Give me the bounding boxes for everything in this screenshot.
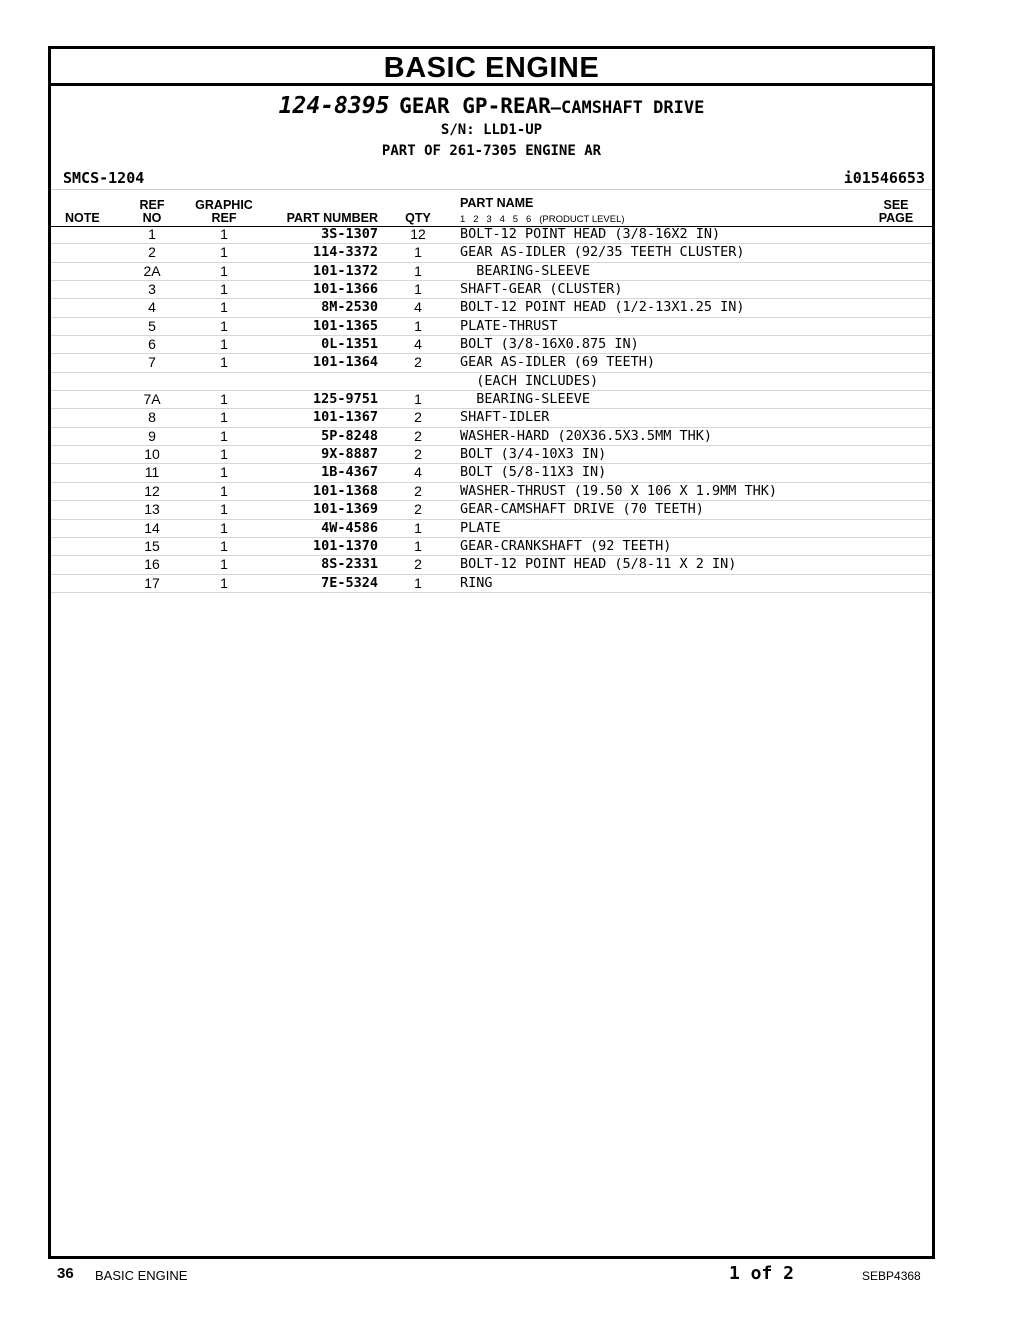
qty-cell: 1 bbox=[414, 574, 422, 591]
header-graphic-bottom: REF bbox=[211, 211, 237, 225]
part-number-cell: 101-1366 bbox=[312, 281, 378, 298]
graphic-ref-cell: 1 bbox=[220, 281, 228, 298]
table-row bbox=[51, 446, 932, 464]
graphic-ref-cell: 1 bbox=[220, 244, 228, 261]
graphic-ref-cell: 1 bbox=[220, 354, 228, 371]
part-name-cell: BOLT-12 POINT HEAD (1/2-13X1.25 IN) bbox=[460, 299, 745, 316]
header-note: NOTE bbox=[65, 211, 100, 225]
header-part-name: PART NAME bbox=[460, 196, 534, 210]
table-row bbox=[51, 336, 932, 354]
serial-number: S/N: LLD1-UP bbox=[440, 122, 543, 138]
part-number-cell: 4W-4586 bbox=[321, 519, 378, 536]
part-number-cell: 0L-1351 bbox=[321, 336, 378, 353]
graphic-ref-cell: 1 bbox=[220, 336, 228, 353]
qty-cell: 4 bbox=[414, 336, 422, 353]
ref-no-cell: 10 bbox=[144, 446, 160, 463]
smcs-code: SMCS-1204 bbox=[63, 169, 145, 187]
header-graphic-top: GRAPHIC bbox=[195, 198, 253, 212]
table-row bbox=[51, 318, 932, 336]
header-ref-bottom: NO bbox=[142, 211, 162, 225]
part-name-cell: GEAR AS-IDLER (69 TEETH) bbox=[460, 354, 656, 371]
table-row bbox=[51, 501, 932, 519]
table-row bbox=[51, 281, 932, 299]
part-name-cell: PLATE bbox=[460, 519, 501, 536]
part-number-cell: 101-1364 bbox=[312, 354, 378, 371]
graphic-ref-cell: 1 bbox=[220, 409, 228, 426]
part-name-cell: (EACH INCLUDES) bbox=[460, 372, 599, 389]
table-row bbox=[51, 483, 932, 501]
graphic-ref-cell: 1 bbox=[220, 391, 228, 408]
qty-cell: 1 bbox=[414, 537, 422, 554]
table-header bbox=[51, 194, 932, 227]
part-number-cell: 101-1368 bbox=[312, 482, 378, 499]
table-row bbox=[51, 226, 932, 244]
ref-no-cell: 12 bbox=[144, 482, 160, 499]
header-see-bottom: PAGE bbox=[878, 211, 914, 225]
graphic-ref-cell: 1 bbox=[220, 427, 228, 444]
footer-section: BASIC ENGINE bbox=[95, 1268, 188, 1283]
part-name-cell: GEAR-CAMSHAFT DRIVE (70 TEETH) bbox=[460, 501, 704, 518]
graphic-ref-cell: 1 bbox=[220, 262, 228, 279]
illustration-id: i01546653 bbox=[843, 169, 925, 187]
table-row bbox=[51, 520, 932, 538]
graphic-ref-cell: 1 bbox=[220, 317, 228, 334]
qty-cell: 2 bbox=[414, 446, 422, 463]
table-row bbox=[51, 409, 932, 427]
qty-cell: 1 bbox=[414, 244, 422, 261]
qty-cell: 1 bbox=[414, 317, 422, 334]
header-divider bbox=[51, 189, 932, 190]
part-number-cell: 1B-4367 bbox=[321, 464, 378, 481]
part-name-cell: BOLT-12 POINT HEAD (3/8-16X2 IN) bbox=[460, 226, 721, 242]
graphic-ref-cell: 1 bbox=[220, 482, 228, 499]
ref-no-cell: 15 bbox=[144, 537, 160, 554]
part-name-cell: BOLT (3/4-10X3 IN) bbox=[460, 446, 607, 463]
ref-no-cell: 7A bbox=[143, 391, 161, 408]
graphic-ref-cell: 1 bbox=[220, 299, 228, 316]
page-frame bbox=[48, 46, 935, 1259]
qty-cell: 12 bbox=[410, 226, 426, 242]
header-see-top: SEE bbox=[883, 198, 909, 212]
ref-no-cell: 9 bbox=[148, 427, 156, 444]
ref-no-cell: 11 bbox=[144, 464, 160, 481]
part-name-cell: GEAR-CRANKSHAFT (92 TEETH) bbox=[460, 537, 672, 554]
qty-cell: 2 bbox=[414, 482, 422, 499]
ref-no-cell: 7 bbox=[148, 354, 156, 371]
table-row bbox=[51, 538, 932, 556]
part-number-cell: 101-1369 bbox=[312, 501, 378, 518]
ref-no-cell: 8 bbox=[148, 409, 156, 426]
footer-document-id: SEBP4368 bbox=[862, 1269, 921, 1283]
ref-no-cell: 2 bbox=[148, 244, 156, 261]
title-name: GEAR GP-REAR bbox=[399, 94, 551, 118]
table-row bbox=[51, 373, 932, 391]
part-number-cell: 101-1372 bbox=[312, 262, 378, 279]
table-row bbox=[51, 575, 932, 593]
part-name-cell: SHAFT-GEAR (CLUSTER) bbox=[460, 281, 623, 298]
graphic-ref-cell: 1 bbox=[220, 556, 228, 573]
part-name-cell: BOLT (3/8-16X0.875 IN) bbox=[460, 336, 639, 353]
qty-cell: 4 bbox=[414, 464, 422, 481]
graphic-ref-cell: 1 bbox=[220, 446, 228, 463]
ref-no-cell: 2A bbox=[143, 262, 161, 279]
ref-no-cell: 5 bbox=[148, 317, 156, 334]
part-number-cell: 101-1367 bbox=[312, 409, 378, 426]
ref-no-cell: 14 bbox=[144, 519, 160, 536]
table-row bbox=[51, 391, 932, 409]
ref-no-cell: 16 bbox=[144, 556, 160, 573]
footer-sheet-count: 1 of 2 bbox=[729, 1263, 795, 1284]
qty-cell: 2 bbox=[414, 409, 422, 426]
document-title bbox=[51, 93, 932, 119]
parts-table-body bbox=[51, 226, 932, 593]
table-row bbox=[51, 263, 932, 281]
qty-cell: 2 bbox=[414, 501, 422, 518]
header-qty: QTY bbox=[405, 211, 431, 225]
graphic-ref-cell: 1 bbox=[220, 519, 228, 536]
ref-no-cell: 3 bbox=[148, 281, 156, 298]
graphic-ref-cell: 1 bbox=[220, 464, 228, 481]
part-number-cell: 114-3372 bbox=[312, 244, 378, 261]
part-name-cell: PLATE-THRUST bbox=[460, 317, 558, 334]
graphic-ref-cell: 1 bbox=[220, 226, 228, 242]
part-number-cell: 5P-8248 bbox=[321, 427, 378, 444]
qty-cell: 1 bbox=[414, 262, 422, 279]
part-name-cell: BOLT (5/8-11X3 IN) bbox=[460, 464, 607, 481]
qty-cell: 1 bbox=[414, 391, 422, 408]
ref-no-cell: 6 bbox=[148, 336, 156, 353]
table-row bbox=[51, 464, 932, 482]
part-name-cell: RING bbox=[460, 574, 493, 591]
ref-no-cell: 1 bbox=[148, 226, 156, 242]
part-name-cell: SHAFT-IDLER bbox=[460, 409, 550, 426]
part-number-cell: 125-9751 bbox=[312, 391, 378, 408]
part-name-cell: WASHER-THRUST (19.50 X 106 X 1.9MM THK) bbox=[460, 482, 777, 499]
part-number-cell: 7E-5324 bbox=[321, 574, 378, 591]
part-name-cell: BEARING-SLEEVE bbox=[460, 262, 591, 279]
header-ref-top: REF bbox=[139, 198, 165, 212]
ref-no-cell: 13 bbox=[144, 501, 160, 518]
graphic-ref-cell: 1 bbox=[220, 537, 228, 554]
part-name-cell: WASHER-HARD (20X36.5X3.5MM THK) bbox=[460, 427, 712, 444]
part-number-cell: 8M-2530 bbox=[321, 299, 378, 316]
table-row bbox=[51, 354, 932, 372]
title-subname: –CAMSHAFT DRIVE bbox=[550, 98, 705, 118]
part-number-cell: 3S-1307 bbox=[321, 226, 378, 242]
qty-cell: 4 bbox=[414, 299, 422, 316]
table-row bbox=[51, 244, 932, 262]
footer-page-number: 36 bbox=[57, 1265, 74, 1282]
ref-no-cell: 17 bbox=[144, 574, 160, 591]
table-row bbox=[51, 556, 932, 574]
part-number-cell: 101-1365 bbox=[312, 317, 378, 334]
part-number-cell: 9X-8887 bbox=[321, 446, 378, 463]
header-product-levels: 1 2 3 4 5 6 (PRODUCT LEVEL) bbox=[460, 214, 625, 225]
part-of-line: PART OF 261-7305 ENGINE AR bbox=[381, 143, 602, 159]
table-row bbox=[51, 428, 932, 446]
qty-cell: 2 bbox=[414, 427, 422, 444]
qty-cell: 1 bbox=[414, 281, 422, 298]
title-part-number: 124-8395 bbox=[278, 93, 390, 119]
header-part-number: PART NUMBER bbox=[286, 211, 378, 225]
section-banner: BASIC ENGINE bbox=[51, 49, 932, 86]
qty-cell: 1 bbox=[414, 519, 422, 536]
ref-no-cell: 4 bbox=[148, 299, 156, 316]
part-name-cell: BOLT-12 POINT HEAD (5/8-11 X 2 IN) bbox=[460, 556, 737, 573]
graphic-ref-cell: 1 bbox=[220, 501, 228, 518]
part-number-cell: 101-1370 bbox=[312, 537, 378, 554]
part-name-cell: GEAR AS-IDLER (92/35 TEETH CLUSTER) bbox=[460, 244, 745, 261]
table-row bbox=[51, 299, 932, 317]
qty-cell: 2 bbox=[414, 354, 422, 371]
part-name-cell: BEARING-SLEEVE bbox=[460, 391, 591, 408]
qty-cell: 2 bbox=[414, 556, 422, 573]
graphic-ref-cell: 1 bbox=[220, 574, 228, 591]
part-number-cell: 8S-2331 bbox=[321, 556, 378, 573]
